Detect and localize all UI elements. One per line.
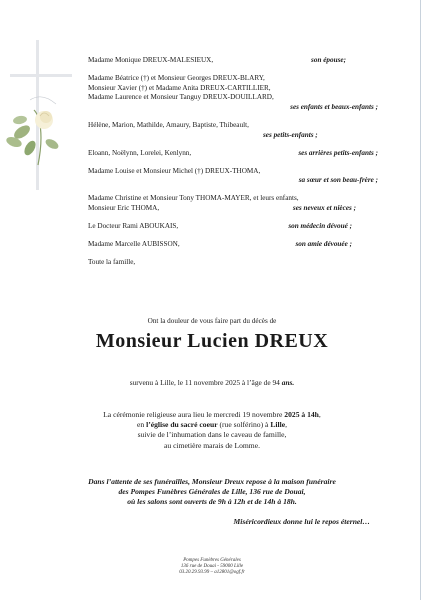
family-names: Le Docteur Rami ABOUKAIS, [88,222,179,231]
family-names: Monsieur Xavier (†) et Madame Anita DREUX-CARTILLIER, [88,83,271,92]
deceased-name: Monsieur Lucien DREUX [95,330,329,352]
right-border [420,0,421,600]
family-names: Madame Monique DREUX-MALESIEUX, [88,56,214,64]
family-entry [88,222,378,232]
punctuation: , [318,410,321,419]
footer-line: Pompes Funèbres Générales [183,558,241,563]
family-names: Eloann, Noëlynn, Lorelei, Kenlynn, [88,148,192,157]
death-details [0,378,424,387]
ceremony-time: 2025 à 14h [284,410,319,419]
funeral-line: Dans l’attente de ses funérailles, Monsieur Dreux repose à la maison funéraire [88,477,336,486]
ceremony-text: en [137,420,145,430]
family-entry [88,121,378,140]
church-name: l’église du sacré coeur [146,420,218,430]
family-names: Monsieur Eric THOMA, [88,204,160,213]
funeral-line: où les salons sont ouverts de 9h à 12h et de 14h à 18h. [127,497,297,507]
ceremony-info [0,410,424,451]
footer-line: 136 rue de Douai - 59000 Lille [180,564,244,570]
cross-rose-decoration [0,40,80,200]
funeral-line: des Pompes Funèbres Générales de Lille, 136 rue de Douai, [118,487,306,497]
footer-line: 03.20.29.93.99 – a12801@ogf.fr [179,570,245,576]
ceremony-line [0,410,424,420]
family-names: Madame Christine et Monsieur Tony THOMA-MAYER, et leurs enfants, [88,194,299,203]
punctuation: , [285,420,287,430]
family-entry [88,74,378,112]
family-entry [88,194,378,213]
family-role: ses enfants et beaux-enfants ; [290,102,378,111]
family-role: son épouse; [311,56,346,64]
family-role: ses arrières petits-enfants ; [298,148,378,157]
ceremony-text: (rue solférino) à [219,420,269,430]
family-entry [88,240,378,250]
city-name: Lille [270,420,286,430]
family-entry [88,149,378,159]
family-entry [88,167,378,186]
ceremony-line: suivie de l’inhumation dans le caveau de famille, [137,430,287,440]
family-list [88,56,378,268]
ceremony-date-text: La cérémonie religieuse aura lieu le mercredi 19 novembre [103,410,283,419]
death-details-text: survenu à Lille, le 11 novembre 2025 à l’âge de 94 [129,378,280,387]
funeral-home-info [0,477,424,508]
announcement-intro: Ont la douleur de vous faire part du décès de [147,317,277,325]
family-entry [88,56,378,66]
family-role: ses petits-enfants ; [263,130,318,139]
family-names: Madame Béatrice (†) et Monsieur Georges DREUX-BLARY, [88,74,265,83]
funeral-company-footer [0,558,424,577]
family-names: Madame Marcelle AUBISSON, [88,240,180,249]
ceremony-line [0,420,424,430]
family-role: son médecin dévoué ; [288,222,352,231]
family-names: Madame Laurence et Monsieur Tanguy DREUX-DOUILLARD, [88,93,274,102]
family-names: Madame Louise et Monsieur Michel (†) DREUX-THOMA, [88,166,261,175]
family-names: Toute la famille, [88,258,136,267]
family-role: sa sœur et son beau-frère ; [298,176,378,185]
family-role: ses neveux et nièces ; [292,204,356,213]
family-role: son amie dévouée ; [295,240,352,249]
age-suffix: ans. [281,378,295,387]
family-names: Hélène, Marion, Mathilde, Amaury, Baptiste, Thibeault, [88,120,249,129]
ceremony-line: au cimetière marais de Lomme. [164,440,260,450]
family-entry [88,258,378,268]
closing-prayer: Miséricordieux donne lui le repos éternel… [233,517,370,526]
